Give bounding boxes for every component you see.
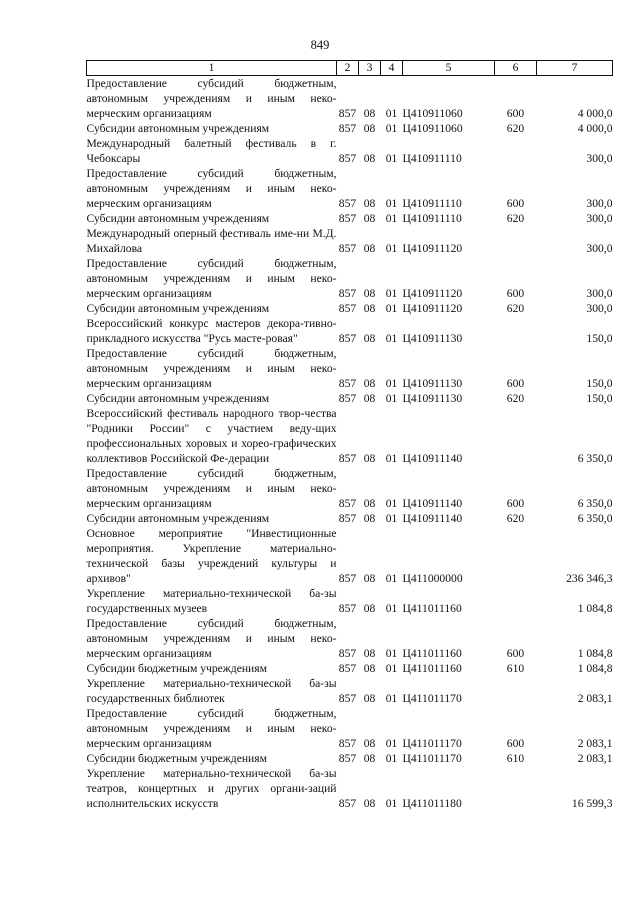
admin-code-cell: 857 <box>338 287 357 300</box>
row-name-cell: Предоставление субсидий бюджетным, автономным учреждениям и иным неко-мерческим организациям <box>86 617 337 660</box>
target-article-cell: Ц410911140 <box>402 452 463 465</box>
expense-type-cell: 610 <box>506 752 525 765</box>
target-article-cell: Ц410911120 <box>402 302 463 315</box>
admin-code-cell: 857 <box>338 107 357 120</box>
table-row <box>87 406 613 466</box>
subsection-cell: 01 <box>385 152 398 165</box>
budget-table <box>86 60 613 811</box>
section-cell: 08 <box>363 452 376 465</box>
subsection-cell: 01 <box>385 647 398 660</box>
target-article-cell: Ц410911130 <box>402 392 463 405</box>
table-row <box>87 766 613 811</box>
expense-type-cell: 600 <box>506 287 525 300</box>
row-name-cell: Субсидии автономным учреждениям <box>86 122 270 135</box>
expense-type-cell <box>495 766 537 811</box>
subsection-cell: 01 <box>385 737 398 750</box>
expense-type-cell <box>495 136 537 166</box>
target-article-cell: Ц410911140 <box>402 497 463 510</box>
expense-type-cell: 620 <box>506 302 525 315</box>
subsection-cell: 01 <box>385 662 398 675</box>
table-row <box>87 661 613 676</box>
row-name-cell: Укрепление материально-технической ба-зы театров, концертных и других органи-заций исполнительских искусств <box>86 767 337 810</box>
admin-code-cell: 857 <box>338 797 357 810</box>
subsection-cell: 01 <box>385 377 398 390</box>
amount-cell: 150,0 <box>586 392 613 405</box>
row-name-cell: Субсидии бюджетным учреждениям <box>86 752 267 765</box>
amount-cell: 4 000,0 <box>577 107 613 120</box>
expense-type-cell: 620 <box>506 212 525 225</box>
admin-code-cell: 857 <box>338 122 357 135</box>
amount-cell: 300,0 <box>586 212 613 225</box>
section-cell: 08 <box>363 737 376 750</box>
admin-code-cell: 857 <box>338 302 357 315</box>
amount-cell: 300,0 <box>586 197 613 210</box>
section-cell: 08 <box>363 302 376 315</box>
amount-cell: 6 350,0 <box>577 497 613 510</box>
amount-cell: 2 083,1 <box>577 737 613 750</box>
table-row <box>87 616 613 661</box>
row-name-cell: Предоставление субсидий бюджетным, автономным учреждениям и иным неко-мерческим организациям <box>86 77 337 120</box>
admin-code-cell: 857 <box>338 512 357 525</box>
admin-code-cell: 857 <box>338 332 357 345</box>
target-article-cell: Ц410911120 <box>402 242 463 255</box>
admin-code-cell: 857 <box>338 602 357 615</box>
subsection-cell: 01 <box>385 287 398 300</box>
table-row <box>87 706 613 751</box>
amount-cell: 300,0 <box>586 287 613 300</box>
subsection-cell: 01 <box>385 602 398 615</box>
subsection-cell: 01 <box>385 107 398 120</box>
subsection-cell: 01 <box>385 392 398 405</box>
amount-cell: 150,0 <box>586 332 613 345</box>
expense-type-cell: 600 <box>506 737 525 750</box>
section-cell: 08 <box>363 287 376 300</box>
row-name-cell: Предоставление субсидий бюджетным, автономным учреждениям и иным неко-мерческим организациям <box>86 257 337 300</box>
column-header: 1 <box>87 61 337 76</box>
section-cell: 08 <box>363 692 376 705</box>
section-cell: 08 <box>363 797 376 810</box>
admin-code-cell: 857 <box>338 737 357 750</box>
expense-type-cell <box>495 226 537 256</box>
section-cell: 08 <box>363 107 376 120</box>
column-header: 5 <box>403 61 495 76</box>
row-name-cell: Субсидии автономным учреждениям <box>86 512 270 525</box>
column-header: 2 <box>337 61 359 76</box>
amount-cell: 1 084,8 <box>577 647 613 660</box>
section-cell: 08 <box>363 332 376 345</box>
expense-type-cell: 600 <box>506 647 525 660</box>
expense-type-cell <box>495 526 537 586</box>
table-row <box>87 76 613 122</box>
subsection-cell: 01 <box>385 332 398 345</box>
row-name-cell: Субсидии автономным учреждениям <box>86 392 270 405</box>
expense-type-cell: 620 <box>506 122 525 135</box>
table-row <box>87 526 613 586</box>
amount-cell: 6 350,0 <box>577 452 613 465</box>
admin-code-cell: 857 <box>338 197 357 210</box>
amount-cell: 16 599,3 <box>571 797 613 810</box>
table-header-row <box>87 61 613 76</box>
admin-code-cell: 857 <box>338 692 357 705</box>
target-article-cell: Ц410911140 <box>402 512 463 525</box>
row-name-cell: Предоставление субсидий бюджетным, автономным учреждениям и иным неко-мерческим организациям <box>86 167 337 210</box>
table-row <box>87 751 613 766</box>
table-row <box>87 511 613 526</box>
section-cell: 08 <box>363 647 376 660</box>
subsection-cell: 01 <box>385 452 398 465</box>
section-cell: 08 <box>363 392 376 405</box>
amount-cell: 4 000,0 <box>577 122 613 135</box>
row-name-cell: Предоставление субсидий бюджетным, автономным учреждениям и иным неко-мерческим организациям <box>86 347 337 390</box>
amount-cell: 300,0 <box>586 152 613 165</box>
row-name-cell: Субсидии автономным учреждениям <box>86 212 270 225</box>
admin-code-cell: 857 <box>338 212 357 225</box>
row-name-cell: Международный оперный фестиваль име-ни М.Д. Михайлова <box>86 227 337 255</box>
expense-type-cell <box>495 676 537 706</box>
target-article-cell: Ц410911130 <box>402 377 463 390</box>
row-name-cell: Предоставление субсидий бюджетным, автономным учреждениям и иным неко-мерческим организациям <box>86 467 337 510</box>
target-article-cell: Ц411011170 <box>402 737 462 750</box>
row-name-cell: Субсидии бюджетным учреждениям <box>86 662 267 675</box>
table-row <box>87 676 613 706</box>
section-cell: 08 <box>363 572 376 585</box>
target-article-cell: Ц410911110 <box>402 152 462 165</box>
subsection-cell: 01 <box>385 752 398 765</box>
section-cell: 08 <box>363 212 376 225</box>
table-row <box>87 136 613 166</box>
section-cell: 08 <box>363 752 376 765</box>
admin-code-cell: 857 <box>338 572 357 585</box>
table-row <box>87 586 613 616</box>
amount-cell: 1 084,8 <box>577 602 613 615</box>
expense-type-cell <box>495 406 537 466</box>
subsection-cell: 01 <box>385 512 398 525</box>
amount-cell: 236 346,3 <box>566 572 613 585</box>
amount-cell: 300,0 <box>586 242 613 255</box>
subsection-cell: 01 <box>385 242 398 255</box>
column-header: 6 <box>495 61 537 76</box>
expense-type-cell: 620 <box>506 512 525 525</box>
row-name-cell: Основное мероприятие "Инвестиционные мероприятия. Укрепление материально-технической базы учреждений культуры и архивов" <box>86 527 337 585</box>
target-article-cell: Ц410911060 <box>402 122 463 135</box>
row-name-cell: Укрепление материально-технической ба-зы государственных музеев <box>86 587 337 615</box>
target-article-cell: Ц411011160 <box>402 647 462 660</box>
target-article-cell: Ц411000000 <box>402 572 463 585</box>
table-row <box>87 166 613 211</box>
admin-code-cell: 857 <box>338 662 357 675</box>
target-article-cell: Ц410911130 <box>402 332 463 345</box>
admin-code-cell: 857 <box>338 242 357 255</box>
row-name-cell: Субсидии автономным учреждениям <box>86 302 270 315</box>
expense-type-cell: 600 <box>506 107 525 120</box>
target-article-cell: Ц410911120 <box>402 287 463 300</box>
amount-cell: 2 083,1 <box>577 692 613 705</box>
admin-code-cell: 857 <box>338 752 357 765</box>
subsection-cell: 01 <box>385 692 398 705</box>
table-row <box>87 211 613 226</box>
expense-type-cell <box>495 586 537 616</box>
row-name-cell: Международный балетный фестиваль в г. Чебоксары <box>86 137 337 165</box>
expense-type-cell: 600 <box>506 497 525 510</box>
subsection-cell: 01 <box>385 797 398 810</box>
amount-cell: 300,0 <box>586 302 613 315</box>
target-article-cell: Ц410911110 <box>402 197 462 210</box>
expense-type-cell: 610 <box>506 662 525 675</box>
subsection-cell: 01 <box>385 572 398 585</box>
column-header: 4 <box>381 61 403 76</box>
admin-code-cell: 857 <box>338 377 357 390</box>
section-cell: 08 <box>363 662 376 675</box>
admin-code-cell: 857 <box>338 152 357 165</box>
table-row <box>87 391 613 406</box>
table-row <box>87 256 613 301</box>
expense-type-cell: 600 <box>506 377 525 390</box>
column-header: 7 <box>537 61 613 76</box>
target-article-cell: Ц410911060 <box>402 107 463 120</box>
subsection-cell: 01 <box>385 212 398 225</box>
target-article-cell: Ц411011170 <box>402 752 462 765</box>
section-cell: 08 <box>363 497 376 510</box>
section-cell: 08 <box>363 152 376 165</box>
table-row <box>87 226 613 256</box>
admin-code-cell: 857 <box>338 647 357 660</box>
admin-code-cell: 857 <box>338 452 357 465</box>
table-row <box>87 316 613 346</box>
admin-code-cell: 857 <box>338 497 357 510</box>
table-row <box>87 121 613 136</box>
target-article-cell: Ц411011170 <box>402 692 462 705</box>
table-row <box>87 346 613 391</box>
amount-cell: 2 083,1 <box>577 752 613 765</box>
subsection-cell: 01 <box>385 197 398 210</box>
row-name-cell: Предоставление субсидий бюджетным, автономным учреждениям и иным неко-мерческим организациям <box>86 707 337 750</box>
section-cell: 08 <box>363 242 376 255</box>
section-cell: 08 <box>363 197 376 210</box>
page-number: 849 <box>310 38 330 52</box>
row-name-cell: Всероссийский фестиваль народного твор-чества "Родники России" с участием веду-щих профессиональных хоровых и хорео-графических коллективов Российской Фе-дерации <box>86 407 337 465</box>
expense-type-cell <box>495 316 537 346</box>
expense-type-cell: 620 <box>506 392 525 405</box>
amount-cell: 1 084,8 <box>577 662 613 675</box>
target-article-cell: Ц411011180 <box>402 797 462 810</box>
table-row <box>87 466 613 511</box>
row-name-cell: Всероссийский конкурс мастеров декора-тивно-прикладного искусства "Русь масте-ровая" <box>86 317 337 345</box>
section-cell: 08 <box>363 602 376 615</box>
table-row <box>87 301 613 316</box>
subsection-cell: 01 <box>385 302 398 315</box>
subsection-cell: 01 <box>385 122 398 135</box>
amount-cell: 150,0 <box>586 377 613 390</box>
subsection-cell: 01 <box>385 497 398 510</box>
amount-cell: 6 350,0 <box>577 512 613 525</box>
section-cell: 08 <box>363 122 376 135</box>
column-header: 3 <box>359 61 381 76</box>
expense-type-cell: 600 <box>506 197 525 210</box>
admin-code-cell: 857 <box>338 392 357 405</box>
target-article-cell: Ц410911110 <box>402 212 462 225</box>
section-cell: 08 <box>363 377 376 390</box>
row-name-cell: Укрепление материально-технической ба-зы государственных библиотек <box>86 677 337 705</box>
section-cell: 08 <box>363 512 376 525</box>
target-article-cell: Ц411011160 <box>402 602 462 615</box>
target-article-cell: Ц411011160 <box>402 662 462 675</box>
